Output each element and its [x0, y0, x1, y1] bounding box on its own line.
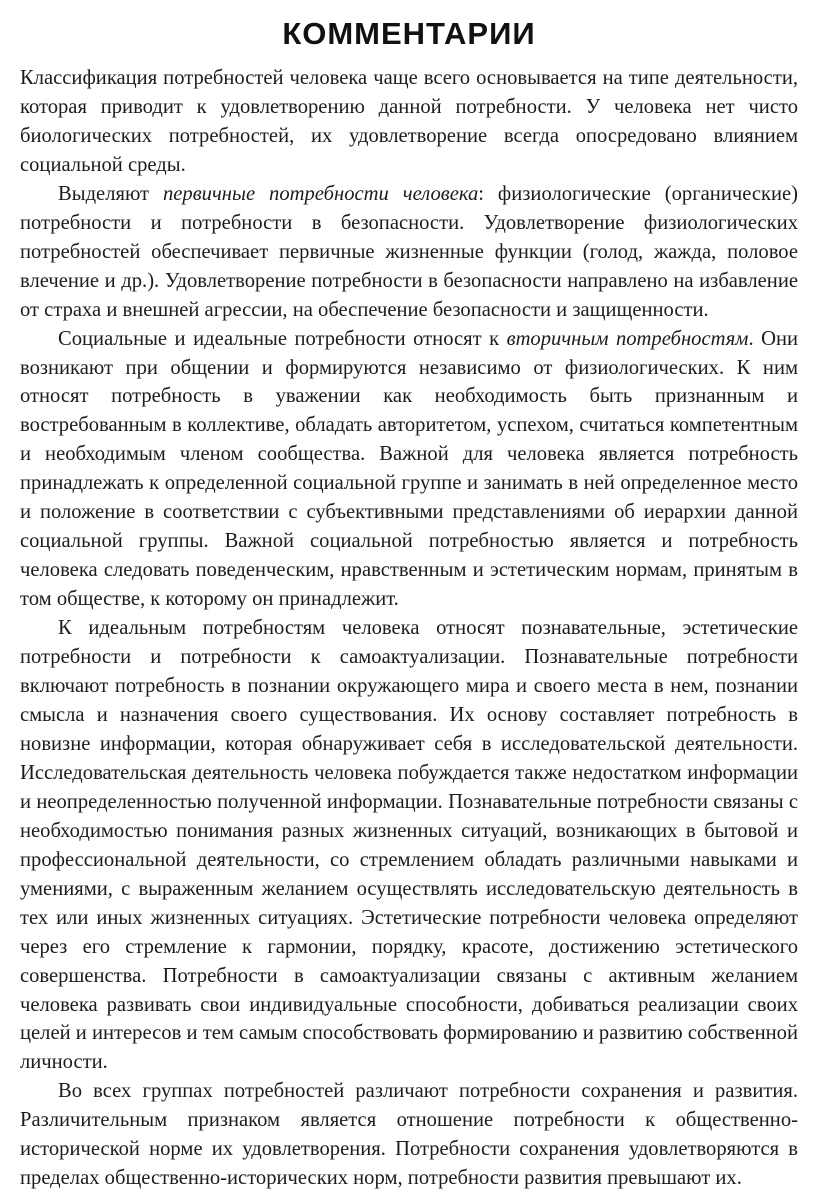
emphasis-secondary-needs: вторичным потребностям: [506, 327, 749, 350]
paragraph-text-after: : физиологические (органические) потребности и потребности в безопасности. Удовлетворение физиологических потребностей обеспечивает первичные жизненные функции (голод, жажда, половое влечение и др.). Удовлетворение потребности в безопасности направлено на избавление от страха и внешней агрессии, на обеспечение безопасности и защищенности.: [20, 182, 799, 321]
paragraph-text-after: . Они возникают при общении и формируются независимо от физиологических. К ним относят потребность в уважении как необходимость быть признанным и востребованным в коллективе, обладать авторитетом, успехом, считаться компетентным и необходимым членом сообщества. Важной для человека является потребность принадлежать к определенной социальной группе и занимать в ней определенное место и положение в соответствии с субъективными представлениями об иерархии данной социальной группы. Важной социальной потребностью является и потребность человека следовать поведенческим, нравственным и эстетическим нормам, принятым в том обществе, к которому он принадлежит.: [20, 327, 798, 611]
paragraph-preservation-development: [20, 1077, 798, 1193]
paragraph-text-before: Выделяют: [58, 182, 163, 205]
page-title: КОММЕНТАРИИ: [282, 16, 536, 51]
paragraph-text: Во всех группах потребностей различают потребности сохранения и развития. Различительным признаком является отношение потребности к общественно-исторической норме их удовлетворения. Потребности сохранения удовлетворяются в пределах общественно-исторических норм, потребности развития превышают их.: [20, 1080, 798, 1190]
paragraph-ideal-needs: [20, 614, 798, 1077]
paragraph-text-before: Социальные и идеальные потребности относят к: [58, 327, 507, 350]
paragraph-text: Классификация потребностей человека чаще всего основывается на типе деятельности, которая приводит к удовлетворению данной потребности. У человека нет чисто биологических потребностей, их удовлетворение всегда опосредовано влиянием социальной среды.: [20, 67, 798, 176]
paragraph-text: К идеальным потребностям человека относят познавательные, эстетические потребности и потребности к самоактуализации. Познавательные потребности включают потребность в познании окружающего мира и своего места в нем, познании смысла и назначения своего существования. Их основу составляет потребность в новизне информации, которая обнаруживает себя в исследовательской деятельности. Исследовательская деятельность человека побуждается также недостатком информации и неопределенностью полученной информации. Познавательные потребности связаны с необходимостью понимания разных жизненных ситуаций, возникающих в бытовой и профессиональной деятельности, со стремлением обладать различными навыками и умениями, с выраженным желанием осуществлять исследовательскую деятельность в тех или иных жизненных ситуациях. Эстетические потребности человека определяют через его стремление к гармонии, порядку, красоте, достижению эстетического совершенства. Потребности в самоактуализации связаны с активным желанием человека развивать свои индивидуальные способности, добиваться реализации своих целей и интересов и тем самым способствовать формированию и развитию собственной личности.: [20, 617, 798, 1074]
document-page: [20, 14, 798, 1193]
paragraph-primary-needs: [20, 180, 798, 325]
paragraph-classification: [20, 64, 798, 180]
paragraph-secondary-needs: [20, 325, 798, 615]
emphasis-primary-needs: первичные потребности человека: [163, 182, 479, 205]
